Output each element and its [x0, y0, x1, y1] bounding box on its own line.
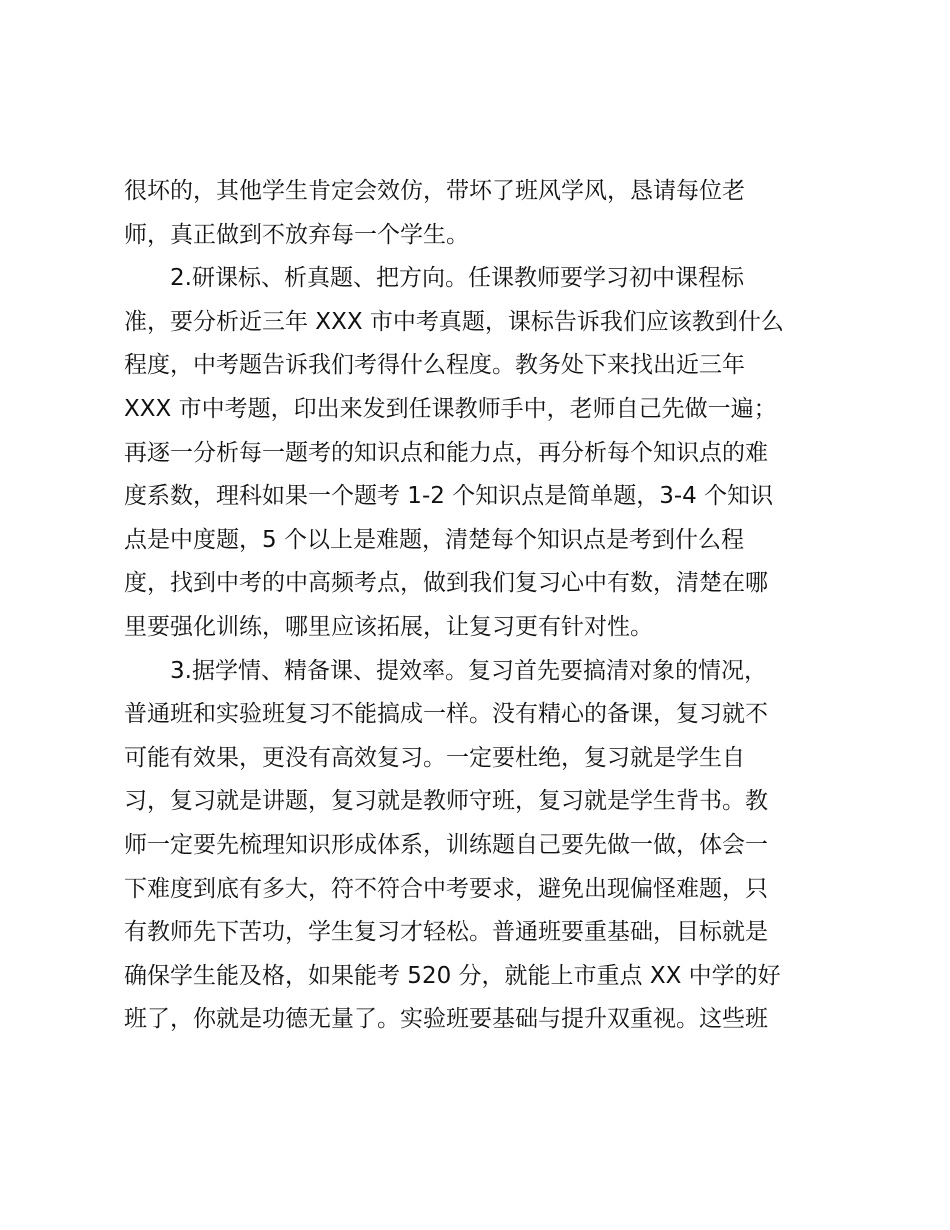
text-line: 程度，中考题告诉我们考得什么程度。教务处下来找出近三年 [124, 352, 745, 379]
body-text [124, 170, 834, 1042]
text-line: 度，找到中考的中高频考点，做到我们复习心中有数，清楚在哪 [124, 570, 768, 597]
text-line: 可能有效果，更没有高效复习。一定要杜绝，复习就是学生自 [124, 744, 745, 771]
text-line: 再逐一分析每一题考的知识点和能力点，再分析每个知识点的难 [124, 439, 768, 466]
text-line: 里要强化训练，哪里应该拓展，让复习更有针对性。 [124, 613, 653, 640]
text-line: 下难度到底有多大，符不符合中考要求，避免出现偏怪难题，只 [124, 875, 768, 902]
text-line: XXX 市中考题，印出来发到任课教师手中，老师自己先做一遍； [124, 395, 777, 422]
text-line: 度系数，理科如果一个题考 1-2 个知识点是简单题，3-4 个知识 [124, 483, 774, 510]
text-line: 点是中度题，5 个以上是难题，清楚每个知识点是考到什么程 [124, 526, 744, 553]
text-line: 普通班和实验班复习不能搞成一样。没有精心的备课，复习就不 [124, 701, 768, 728]
text-line: 师一定要先梳理知识形成体系，训练题自己要先做一做，体会一 [124, 831, 768, 858]
text-line: 有教师先下苦功，学生复习才轻松。普通班要重基础，目标就是 [124, 919, 768, 946]
text-line: 师，真正做到不放弃每一个学生。 [124, 221, 469, 248]
paragraph-start-line: 3.据学情、精备课、提效率。复习首先要搞清对象的情况， [170, 657, 767, 684]
text-line: 准，要分析近三年 XXX 市中考真题，课标告诉我们应该教到什么 [124, 308, 784, 335]
text-line: 班了，你就是功德无量了。实验班要基础与提升双重视。这些班 [124, 1006, 768, 1033]
text-line: 习，复习就是讲题，复习就是教师守班，复习就是学生背书。教 [124, 788, 768, 815]
text-line: 很坏的，其他学生肯定会效仿，带坏了班风学风，恳请每位老 [124, 178, 745, 204]
paragraph-start-line: 2.研课标、析真题、把方向。任课教师要学习初中课程标 [170, 265, 744, 292]
text-line: 确保学生能及格，如果能考 520 分，就能上市重点 XX 中学的好 [124, 962, 781, 989]
